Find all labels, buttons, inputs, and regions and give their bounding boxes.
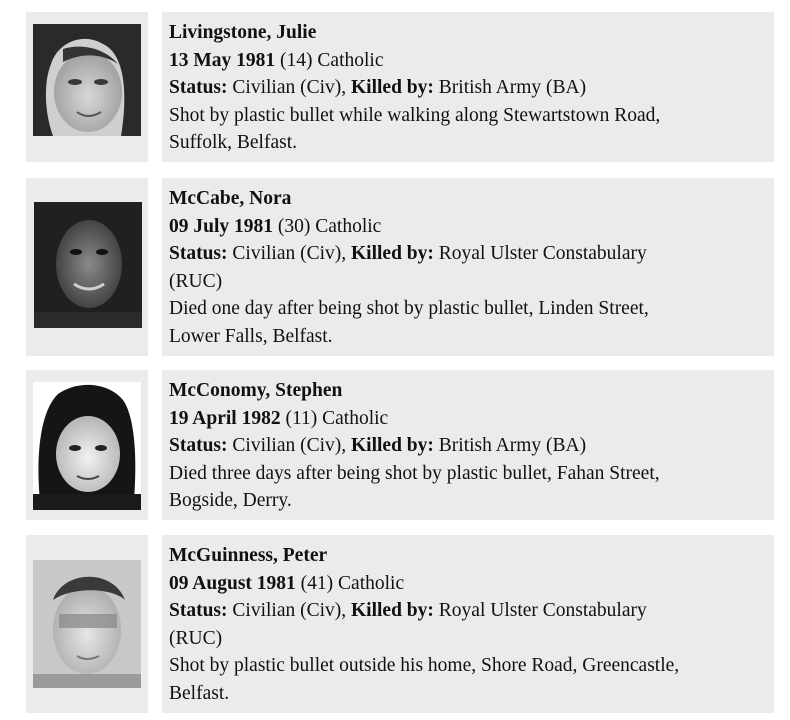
killed-by-label: Killed by: <box>351 600 434 621</box>
religion: Catholic <box>315 215 382 237</box>
status-label: Status: <box>169 435 228 456</box>
victim-name: McGuinness, Peter <box>169 545 328 566</box>
status-value: Civilian (Civ), <box>232 600 347 621</box>
religion: Catholic <box>338 572 405 594</box>
killed-by-value: British Army (BA) <box>438 435 587 456</box>
status-label: Status: <box>169 243 228 264</box>
victim-name: McConomy, Stephen <box>169 380 343 401</box>
portrait-photo <box>33 24 141 136</box>
description-line: Died one day after being shot by plastic bullet, Linden Street, <box>169 298 649 319</box>
status-value: Civilian (Civ), <box>232 77 347 98</box>
status-line <box>169 240 764 268</box>
death-date: 13 May 1981 <box>169 49 276 71</box>
status-label: Status: <box>169 600 228 621</box>
description-line: Bogside, Derry. <box>169 490 292 511</box>
religion: Catholic <box>322 407 389 429</box>
status-label: Status: <box>169 77 228 98</box>
age: (41) <box>300 572 334 594</box>
description-line: Belfast. <box>169 682 230 704</box>
portrait-photo <box>34 202 142 328</box>
photo-cell <box>26 12 148 162</box>
status-line <box>169 597 764 625</box>
death-date: 09 August 1981 <box>169 572 296 594</box>
religion: Catholic <box>317 49 384 71</box>
death-date: 19 April 1982 <box>169 407 281 429</box>
description-line: Shot by plastic bullet outside his home, Shore Road, Greencastle, <box>169 655 680 676</box>
killed-by-label: Killed by: <box>351 435 434 456</box>
status-line <box>169 74 764 102</box>
killed-by-label: Killed by: <box>351 77 434 98</box>
photo-cell <box>26 178 148 356</box>
date-line <box>169 405 764 433</box>
date-line <box>169 213 764 241</box>
entry-details <box>162 535 774 713</box>
date-line <box>169 570 764 598</box>
age: (14) <box>280 49 313 71</box>
killed-by-label: Killed by: <box>351 243 434 264</box>
description-line: Shot by plastic bullet while walking along Stewartstown Road, <box>169 104 661 126</box>
killed-by-value-continued: (RUC) <box>169 270 223 292</box>
death-date: 09 July 1981 <box>169 215 274 237</box>
date-line <box>169 47 764 75</box>
photo-cell <box>26 370 148 520</box>
status-value: Civilian (Civ), <box>232 243 347 264</box>
killed-by-value-continued: (RUC) <box>169 627 223 649</box>
victim-name: Livingstone, Julie <box>169 22 317 43</box>
age: (30) <box>277 215 311 237</box>
age: (11) <box>285 407 318 429</box>
killed-by-value: Royal Ulster Constabulary <box>438 243 647 264</box>
entry-details <box>162 12 774 162</box>
status-value: Civilian (Civ), <box>232 435 347 456</box>
killed-by-value: British Army (BA) <box>438 77 587 98</box>
photo-cell <box>26 535 148 713</box>
portrait-photo <box>33 382 141 510</box>
victim-name: McCabe, Nora <box>169 188 292 209</box>
status-line <box>169 432 764 460</box>
description-line: Suffolk, Belfast. <box>169 132 298 153</box>
description-line: Lower Falls, Belfast. <box>169 325 333 347</box>
description-line: Died three days after being shot by plastic bullet, Fahan Street, <box>169 462 660 484</box>
entry-details <box>162 370 774 520</box>
killed-by-value: Royal Ulster Constabulary <box>438 600 647 621</box>
portrait-photo <box>33 560 141 688</box>
entry-details <box>162 178 774 356</box>
